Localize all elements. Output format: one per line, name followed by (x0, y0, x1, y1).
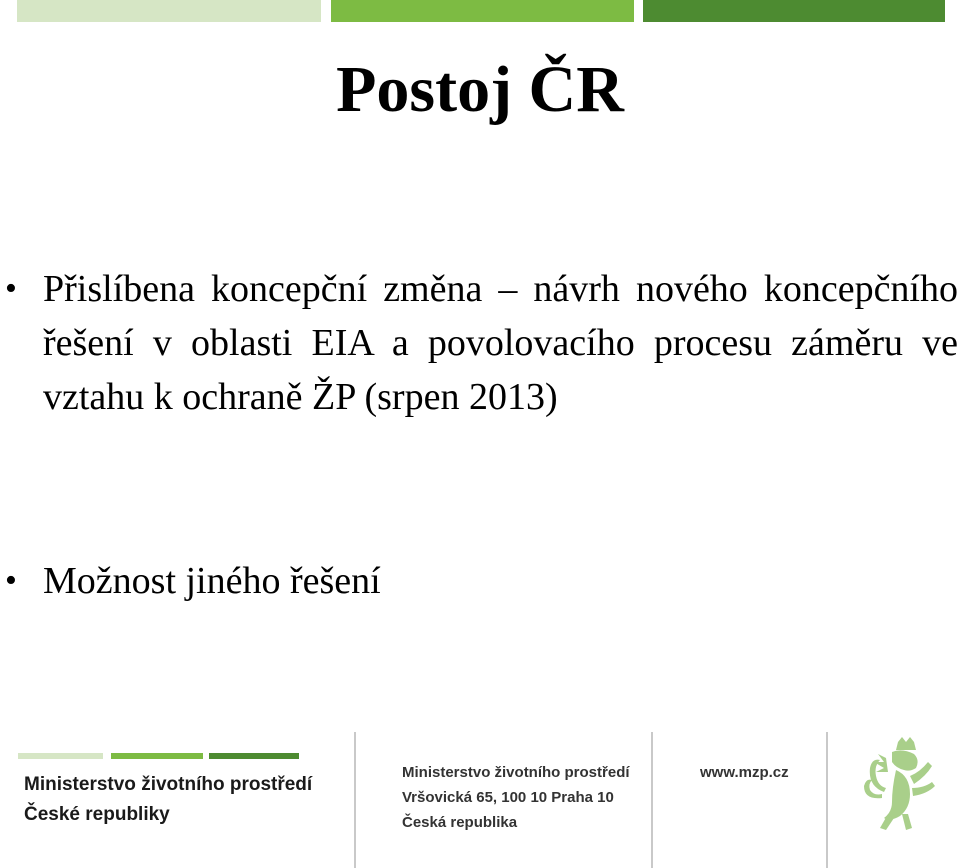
slide-title: Postoj ČR (336, 53, 624, 126)
footer-divider-3 (826, 732, 828, 868)
address-line-2: Vršovická 65, 100 10 Praha 10 (402, 789, 614, 806)
footer-bar-light (18, 753, 103, 759)
bullet-text-1: Přislíbena koncepční změna – návrh nového koncepčního řešení v oblasti EIA a povolovacího procesu záměru ve vztahu k ochraně ŽP (srpen 2013) (43, 268, 958, 418)
footer-divider-1 (354, 732, 356, 868)
footer-bar-mid (111, 753, 203, 759)
czech-lion-icon (862, 736, 948, 840)
bullet-marker-2: • (5, 562, 17, 599)
top-bar-light (17, 0, 321, 22)
footer-website-link[interactable]: www.mzp.cz (700, 764, 789, 781)
bullet-marker-1: • (5, 270, 17, 307)
footer-divider-2 (651, 732, 653, 868)
footer-org-name (24, 770, 312, 830)
top-bar-dark (643, 0, 945, 22)
bullet-text-2: Možnost jiného řešení (43, 560, 381, 602)
top-bar-mid (331, 0, 634, 22)
address-line-1: Ministerstvo životního prostředí (402, 764, 630, 781)
org-line-2: České republiky (24, 804, 170, 825)
org-line-1: Ministerstvo životního prostředí (24, 774, 313, 795)
footer-address (402, 760, 630, 835)
address-line-3: Česká republika (402, 814, 518, 831)
footer (0, 720, 960, 868)
footer-bar-dark (209, 753, 299, 759)
